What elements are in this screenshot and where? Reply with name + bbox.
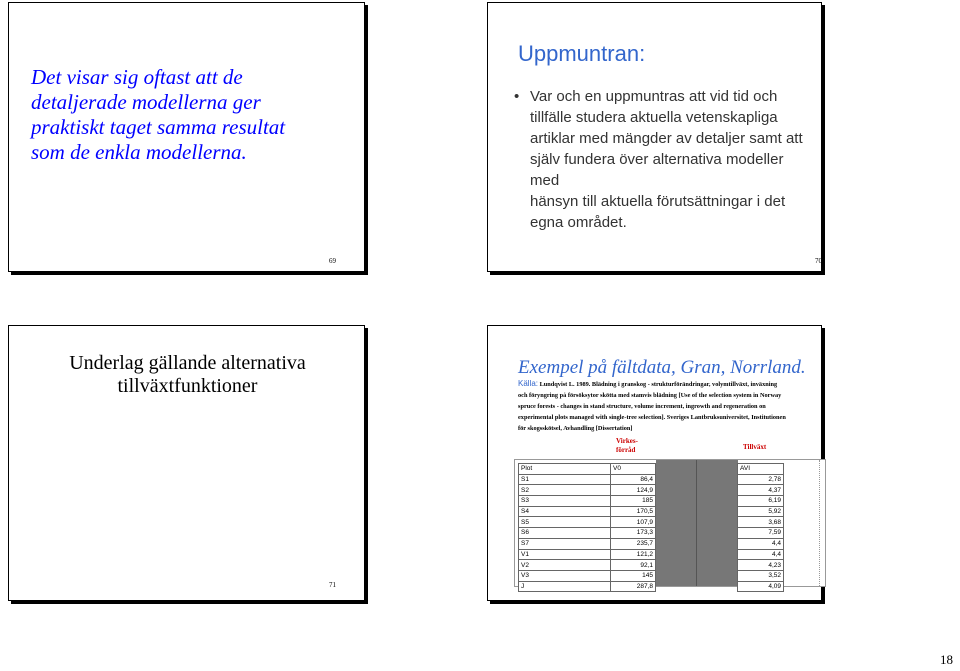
text-line: hänsyn till aktuella förutsättningar i det: [530, 193, 786, 210]
table-cell: 4,23: [738, 560, 784, 571]
slide-number: 71: [329, 581, 336, 589]
table-row: [519, 517, 784, 528]
table-gap: [656, 549, 738, 560]
table-cell: 6,19: [738, 496, 784, 507]
text-line: Underlag gällande alternativa: [69, 352, 306, 374]
table-cell: S2: [519, 485, 611, 496]
table-cell: 107,9: [611, 517, 656, 528]
table-row: [519, 496, 784, 507]
table-cell: S3: [519, 496, 611, 507]
slide-69: [8, 2, 365, 272]
table-cell: V1: [519, 549, 611, 560]
table-cell: S7: [519, 538, 611, 549]
table-cell: 235,7: [611, 538, 656, 549]
table-cell: 4,4: [738, 549, 784, 560]
text-line: detaljerade modellerna ger: [31, 90, 261, 114]
table-cell: J: [519, 581, 611, 592]
table-cell: Plot: [519, 464, 611, 475]
bullet-icon: •: [514, 88, 520, 105]
table-cell: V2: [519, 560, 611, 571]
text-line: som de enkla modellerna.: [31, 140, 247, 164]
table-cell: 5,92: [738, 506, 784, 517]
data-table: [518, 463, 784, 592]
table-gap: [656, 506, 738, 517]
slide-number: 70: [815, 257, 822, 265]
table-cell: 7,59: [738, 528, 784, 539]
text-line: Var och en uppmuntras att vid tid och: [530, 88, 778, 105]
table-cell: 3,52: [738, 570, 784, 581]
table-cell: S6: [519, 528, 611, 539]
text-line: praktiskt taget samma resultat: [31, 115, 286, 139]
table-row: [519, 506, 784, 517]
table-cell: 121,2: [611, 549, 656, 560]
table-gap: [656, 485, 738, 496]
table-gap: [656, 474, 738, 485]
table-gap: [656, 560, 738, 571]
table-cell: 173,3: [611, 528, 656, 539]
text-line: Källa: Lundqvist L. 1989. Blädning i granskog - strukturförändringar, volymtillväxt, inväxning: [518, 379, 778, 388]
column-label-virkes: Virkes- förråd: [616, 437, 638, 454]
table-cell: V0: [611, 464, 656, 475]
table-row: [519, 474, 784, 485]
slide-title: Exempel på fältdata, Gran, Norrland.: [518, 357, 806, 378]
text-line: Det visar sig oftast att de: [31, 65, 243, 89]
table-edge: [819, 460, 825, 586]
source-reference: [518, 378, 818, 434]
slide-70: [487, 2, 822, 272]
table-row: [519, 528, 784, 539]
table-cell: 4,37: [738, 485, 784, 496]
table-header-row: [519, 464, 784, 475]
text-line: tillväxtfunktioner: [117, 375, 258, 397]
table-cell: 3,68: [738, 517, 784, 528]
page-number: 18: [940, 652, 953, 667]
table-row: [519, 549, 784, 560]
text-line: spruce forests - changes in stand structure, volume increment, ingrowth and regeneration on: [518, 403, 766, 410]
table-cell: AVI: [738, 464, 784, 475]
text-line: själv fundera över alternativa modeller med: [530, 151, 784, 189]
table-cell: 86,4: [611, 474, 656, 485]
slide-71: [8, 325, 365, 601]
table-row: [519, 570, 784, 581]
table-cell: 170,5: [611, 506, 656, 517]
table-cell: 92,1: [611, 560, 656, 571]
table-row: [519, 485, 784, 496]
slide-title: Uppmuntran:: [518, 41, 646, 66]
table-cell: 185: [611, 496, 656, 507]
table-cell: 4,09: [738, 581, 784, 592]
slide-title: [9, 352, 366, 398]
table-gap: [656, 570, 738, 581]
bullet-item: [504, 86, 814, 233]
slide-69-text: [31, 65, 351, 165]
text-line: experimental plots managed with single-tree selection]. Sveriges Lantbruksuniversitet, Institutionen: [518, 414, 786, 421]
text-line: egna området.: [530, 214, 627, 231]
column-label-tillvaxt: Tillväxt: [743, 443, 767, 451]
table-cell: 145: [611, 570, 656, 581]
table-cell: 4,4: [738, 538, 784, 549]
text-line: artiklar med mängder av detaljer samt att: [530, 130, 803, 147]
slide-number: 69: [329, 257, 336, 265]
table-gap: [656, 517, 738, 528]
table-cell: V3: [519, 570, 611, 581]
table-gap: [656, 538, 738, 549]
slide-72: [487, 325, 822, 601]
table-cell: 2,78: [738, 474, 784, 485]
data-table-container: [514, 459, 826, 590]
table-cell: 287,8: [611, 581, 656, 592]
table-cell: S4: [519, 506, 611, 517]
text-line: tillfälle studera aktuella vetenskapliga: [530, 109, 778, 126]
table-gap: [656, 581, 738, 592]
table-gap: [656, 528, 738, 539]
table-cell: 124,9: [611, 485, 656, 496]
text-line: för skogsskötsel, Avhandling [Dissertation]: [518, 425, 633, 432]
text-line: och föryngring på försöksytor skötta med stamvis blädning [Use of the selection system in Norway: [518, 392, 782, 399]
table-cell: S1: [519, 474, 611, 485]
table-cell: S5: [519, 517, 611, 528]
table-row: [519, 581, 784, 592]
table-gap: [656, 464, 738, 475]
table-row: [519, 538, 784, 549]
source-label: Källa:: [518, 379, 539, 388]
table-row: [519, 560, 784, 571]
table-gap: [656, 496, 738, 507]
